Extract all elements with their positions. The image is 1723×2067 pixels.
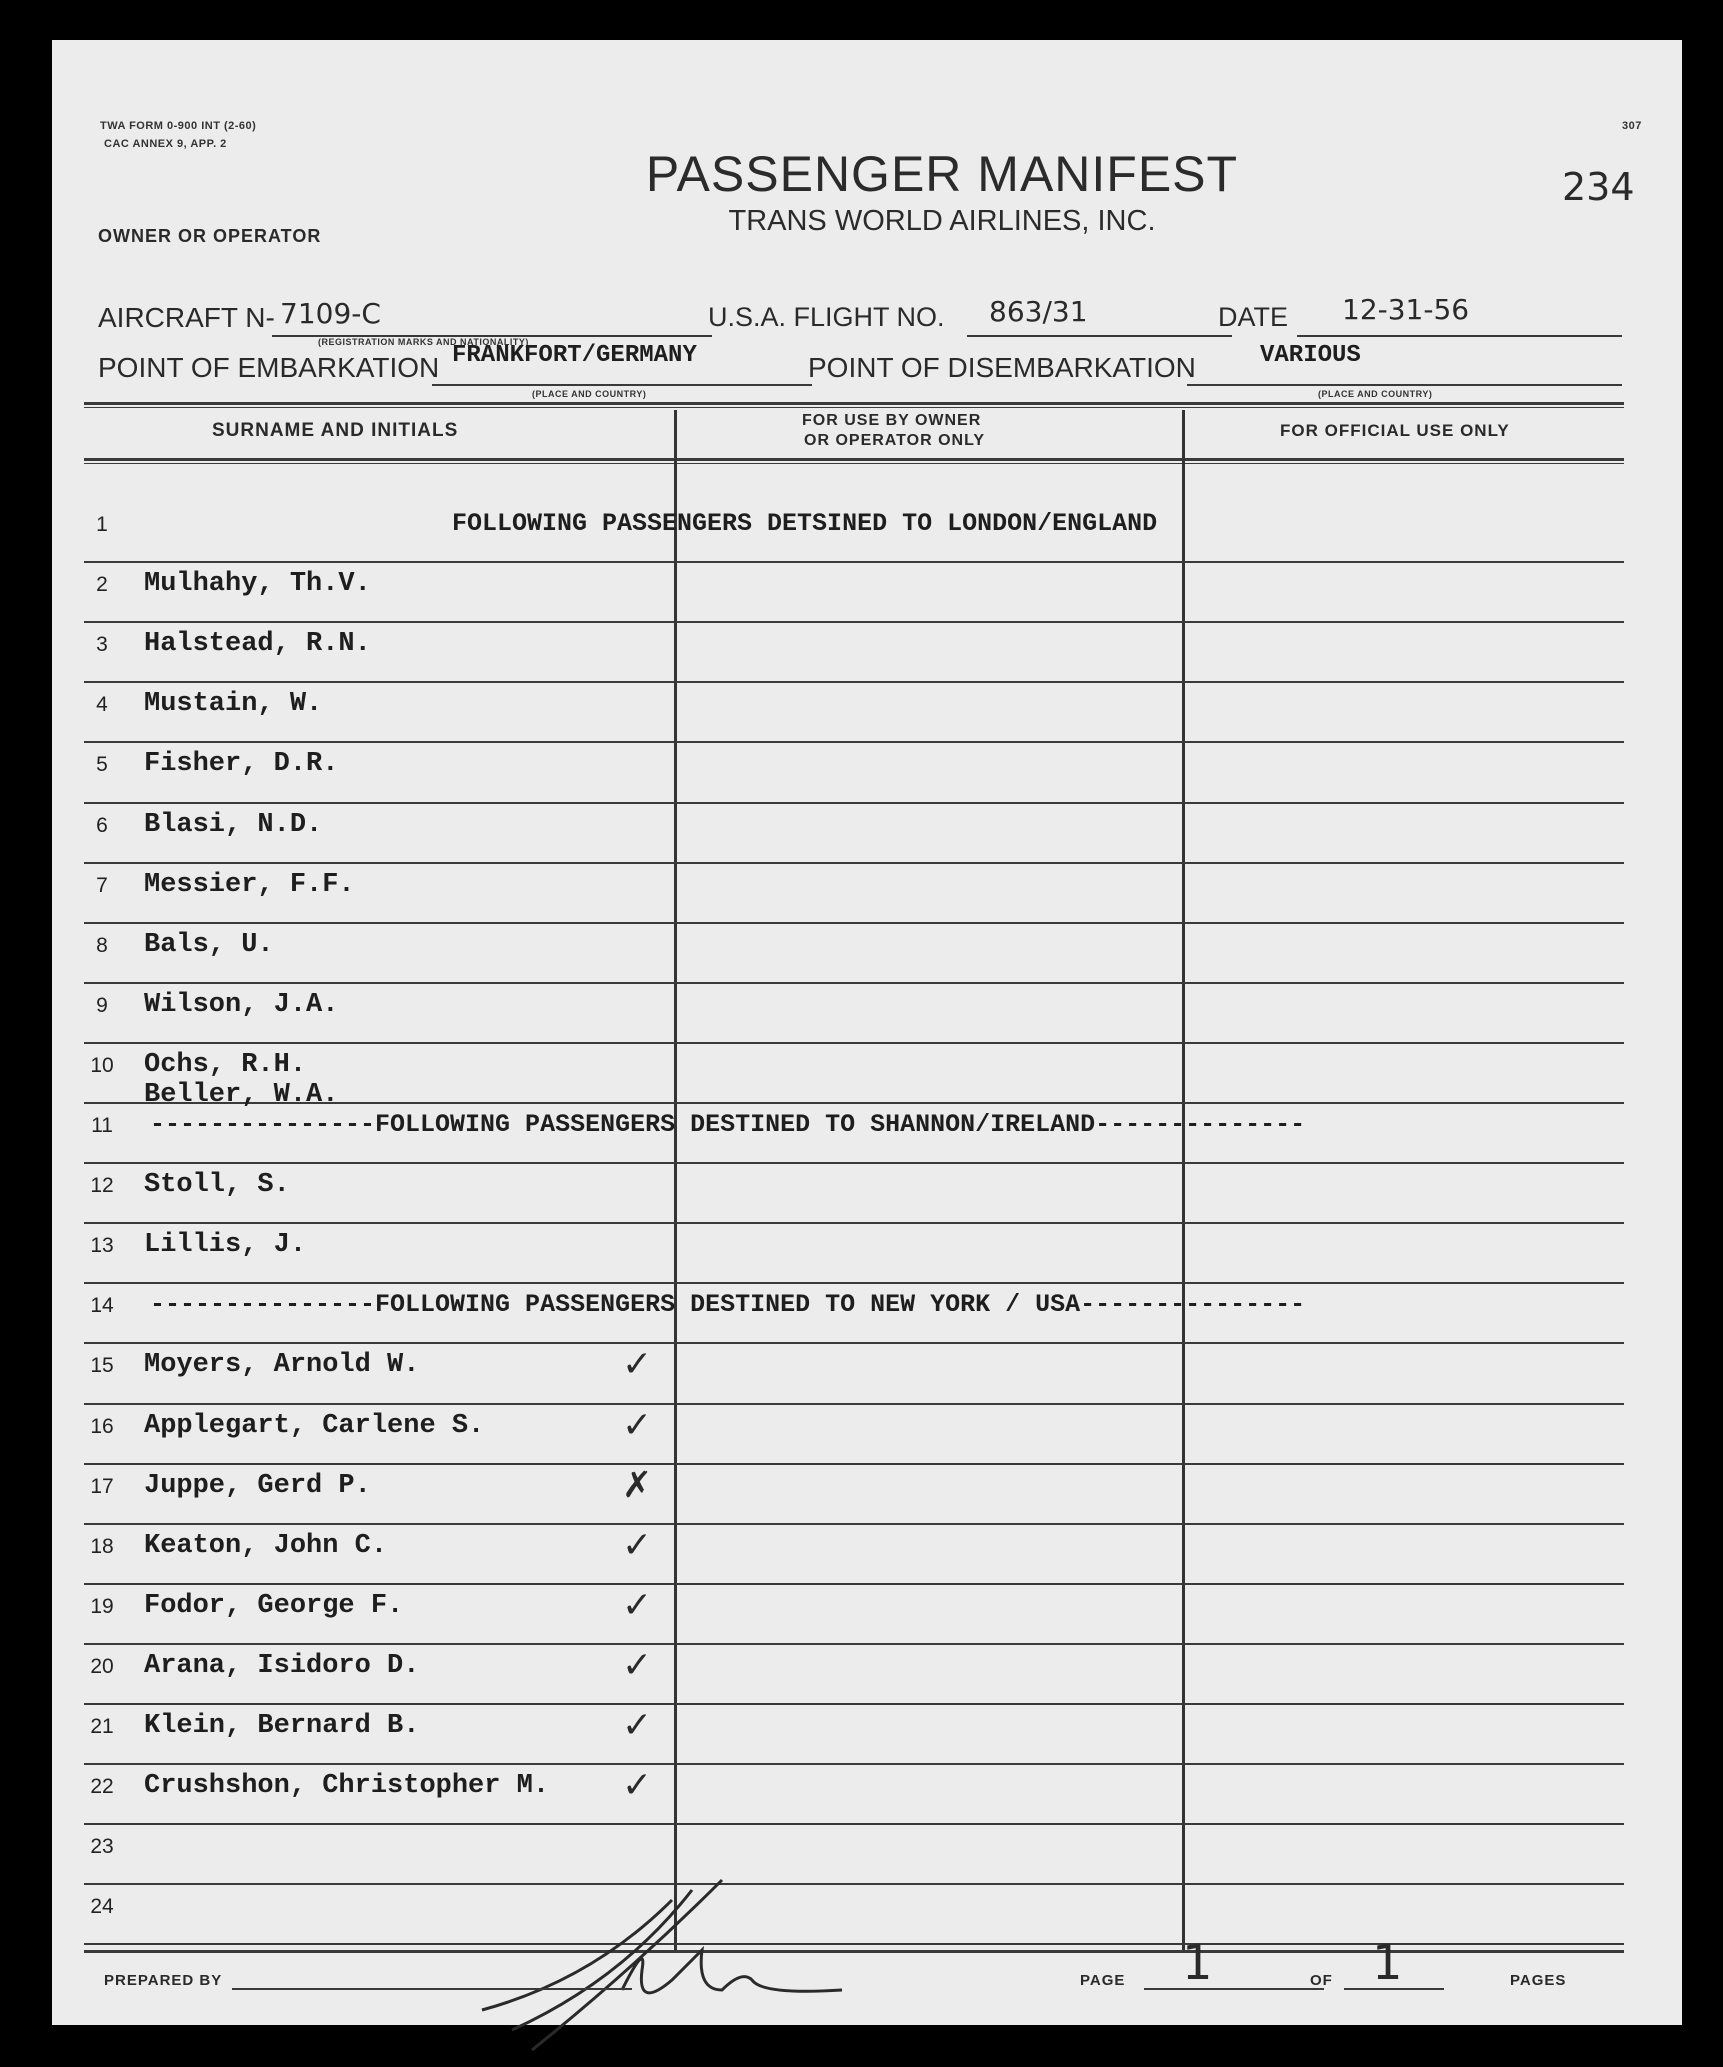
passenger-name: Wilson, J.A. [144, 989, 339, 1020]
row-rule [84, 1282, 1624, 1284]
row-number: 5 [96, 753, 108, 777]
row-number: 15 [90, 1354, 114, 1378]
row-rule [84, 1703, 1624, 1705]
flight-value: 863/31 [989, 295, 1088, 328]
aircraft-label: AIRCRAFT N- [98, 302, 275, 333]
row-rule [84, 1583, 1624, 1585]
passenger-name: Beller, W.A. [144, 1080, 339, 1110]
row-rule [84, 1222, 1624, 1224]
check-mark: ✓ [622, 1344, 653, 1386]
passenger-name: Stoll, S. [144, 1170, 290, 1201]
row-rule [84, 1883, 1624, 1885]
row-number: 6 [96, 813, 108, 837]
row-number: 18 [90, 1534, 114, 1558]
row-number: 24 [90, 1895, 114, 1919]
row-number: 21 [90, 1715, 114, 1738]
row-rule [84, 1643, 1624, 1645]
row-rule [84, 982, 1624, 984]
date-label: DATE [1218, 302, 1289, 332]
check-mark: ✓ [622, 1644, 653, 1686]
col-owner-use-1: FOR USE BY OWNER [802, 412, 982, 429]
flight-label: U.S.A. FLIGHT NO. [708, 302, 945, 332]
row-number: 19 [90, 1594, 114, 1618]
row-rule [84, 1162, 1624, 1164]
row-number: 10 [90, 1053, 114, 1077]
row-number: 9 [96, 993, 108, 1017]
row-rule [84, 1403, 1624, 1405]
passenger-name: Keaton, John C. [144, 1530, 388, 1561]
row-number: 4 [96, 693, 108, 717]
row-rule [84, 1042, 1624, 1044]
passenger-name: Moyers, Arnold W. [144, 1350, 420, 1381]
passenger-name: Halstead, R.N. [144, 629, 371, 660]
owner-label: OWNER OR OPERATOR [98, 226, 322, 246]
row-rule [84, 802, 1624, 804]
passenger-name: Messier, F.F. [144, 869, 355, 900]
row-rule [84, 1463, 1624, 1465]
passenger-name: Ochs, R.H. [144, 1049, 307, 1080]
passenger-name: Fisher, D.R. [144, 749, 339, 780]
page-label: PAGE [1080, 1972, 1126, 1989]
col-surname: SURNAME AND INITIALS [212, 420, 459, 441]
of-value: 1 [1372, 1935, 1403, 1991]
of-label: OF [1310, 1972, 1333, 1989]
row-rule [84, 741, 1624, 743]
row-number: 8 [96, 933, 108, 957]
form-number: TWA FORM 0-900 INT (2-60) [100, 120, 257, 132]
passenger-name: Klein, Bernard B. [144, 1711, 420, 1741]
row-number: 22 [90, 1775, 114, 1799]
row-number: 23 [90, 1835, 114, 1859]
destination-heading: ---------------FOLLOWING PASSENGERS DESTINED TO SHANNON/IRELAND-------------- [150, 1110, 1306, 1139]
row-rule [84, 922, 1624, 924]
disembark-label: POINT OF DISEMBARKATION [808, 352, 1196, 383]
page-subtitle: TRANS WORLD AIRLINES, INC. [728, 205, 1156, 237]
passenger-name: Arana, Isidoro D. [144, 1650, 420, 1681]
row-number: 13 [90, 1234, 114, 1258]
row-number: 20 [90, 1654, 114, 1678]
row-rule [84, 1523, 1624, 1525]
manifest-sheet [52, 40, 1682, 2025]
check-mark: ✗ [622, 1464, 653, 1506]
row-number: 16 [90, 1414, 114, 1438]
row-rule [84, 681, 1624, 683]
embark-caption: (PLACE AND COUNTRY) [532, 389, 647, 399]
check-mark: ✓ [622, 1765, 653, 1807]
pages-label: PAGES [1510, 1972, 1567, 1989]
row-rule [84, 1823, 1624, 1825]
destination-heading: FOLLOWING PASSENGERS DETSINED TO LONDON/ENGLAND [452, 509, 1158, 538]
row-rule [84, 621, 1624, 623]
passenger-name: Blasi, N.D. [144, 809, 323, 840]
prepared-by-signature [472, 1860, 852, 2060]
page-value: 1 [1182, 1935, 1213, 1991]
page-title: PASSENGER MANIFEST [645, 146, 1239, 202]
row-number: 11 [91, 1114, 113, 1137]
passenger-name: Mulhahy, Th.V. [144, 569, 371, 600]
row-number: 2 [96, 573, 108, 597]
passenger-name: Fodor, George F. [144, 1590, 404, 1621]
disembark-caption: (PLACE AND COUNTRY) [1318, 389, 1433, 399]
row-number: 3 [96, 633, 108, 657]
row-rule [84, 561, 1624, 563]
date-value: 12-31-56 [1342, 293, 1470, 326]
form-number-2: CAC ANNEX 9, APP. 2 [104, 138, 227, 150]
row-number: 12 [90, 1174, 114, 1198]
disembark-value: VARIOUS [1260, 342, 1361, 369]
passenger-name: Bals, U. [144, 929, 274, 960]
check-mark: ✓ [622, 1584, 653, 1626]
row-number: 7 [96, 873, 108, 897]
passenger-name: Crushshon, Christopher M. [144, 1771, 550, 1802]
aircraft-value: 7109-C [280, 297, 381, 330]
aircraft-caption: (REGISTRATION MARKS AND NATIONALITY) [318, 337, 529, 347]
passenger-name: Mustain, W. [144, 689, 323, 720]
row-rule [84, 1763, 1624, 1765]
embark-label: POINT OF EMBARKATION [98, 352, 440, 383]
check-mark: ✓ [622, 1524, 653, 1566]
passenger-name: Juppe, Gerd P. [144, 1470, 371, 1501]
row-number: 1 [96, 513, 108, 536]
passenger-name: Lillis, J. [144, 1230, 307, 1261]
row-rule [84, 862, 1624, 864]
corner-number: 307 [1622, 120, 1642, 132]
embark-value: FRANKFORT/GERMANY [452, 342, 697, 369]
page-stamp: 234 [1562, 165, 1635, 209]
col-owner-use-2: OR OPERATOR ONLY [804, 432, 986, 449]
row-rule [84, 1342, 1624, 1344]
col-official: FOR OFFICIAL USE ONLY [1280, 421, 1510, 440]
row-number: 14 [90, 1294, 114, 1318]
destination-heading: ---------------FOLLOWING PASSENGERS DESTINED TO NEW YORK / USA--------------- [150, 1290, 1306, 1320]
prepared-label: PREPARED BY [104, 1972, 223, 1989]
check-mark: ✓ [622, 1404, 653, 1446]
row-number: 17 [90, 1474, 114, 1498]
passenger-name: Applegart, Carlene S. [144, 1410, 485, 1441]
check-mark: ✓ [622, 1705, 653, 1746]
